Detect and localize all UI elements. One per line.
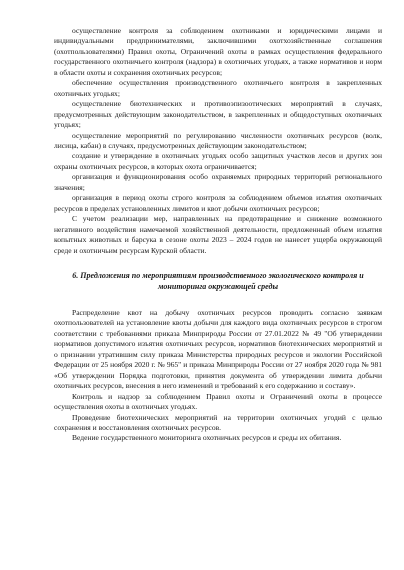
paragraph-quota-control: организация в период охоты строго контроля за соблюдением объемов изъятия охотничьих ресурсов в пределах установленных лимитов и квот добычи охотничьих ресурсов;: [54, 193, 382, 213]
paragraph-protected-areas: организация и функционирования особо охраняемых природных территорий регионального значения;: [54, 172, 382, 192]
paragraph-hunting-control: осуществление контроля за соблюдением охотниками и юридическими лицами и индивидуальными предпринимателями, заключившими охотхозяйственные соглашения (охотпользователями) Правил охоты, Ограничений охоты в рамках осуществления федерального государственного охотничьего контроля (надзора) в охотничьих угодьях, а также нормативов и норм в области охоты и сохранения охотничьих ресурсов;: [54, 26, 382, 77]
paragraph-state-monitoring: Ведение государственного мониторинга охотничьих ресурсов и среды их обитания.: [72, 433, 342, 443]
paragraph-biotechnical-measures: осуществление биотехнических и противоэпизоотических мероприятий в случаях, предусмотренных действующим законодательством, в закрепленных и общедоступных охотничьих угодьях;: [54, 99, 382, 130]
paragraph-protective-zones: создание и утверждение в охотничьих угодьях особо защитных участков лесов и других зон охраны охотничьих ресурсов, в которых охота ограничивается;: [54, 151, 382, 171]
paragraph-population-regulation: осуществление мероприятий по регулированию численности охотничьих ресурсов (волк, лисица, кабан) в случаях, предусмотренных действующим законодательством;: [54, 130, 382, 150]
paragraph-production-control: обеспечение осуществления производственного охотничьего контроля в закрепленных охотничьих угодьях;: [54, 78, 382, 98]
paragraph-impact-conclusion: С учетом реализации мер, направленных на предотвращение и снижение возможного негативного воздействия намечаемой хозяйственной деятельности, предложенный объем изъятия копытных животных и барсука в сезоне охоты 2023 – 2024 годов не нанесет ущерба окружающей среде и охотничьим ресурсам Курской области.: [54, 214, 382, 255]
paragraph-supervision: Контроль и надзор за соблюдением Правил охоты и Ограничений охоты в процессе осуществления охоты в охотничьих угодьях.: [54, 391, 382, 412]
section-heading: 6. Предложения по мероприятиям производственного экологического контроля и мониторинга окружающей среды: [72, 270, 364, 291]
document-body: [54, 26, 382, 444]
paragraph-quota-distribution: Распределение квот на добычу охотничьих ресурсов проводить согласно заявкам охотпользователей на установление квоты добычи для каждого вида охотничьих ресурсов в строгом соответствии с требованиями приказа Минприроды России от 27.01.2022 № 49 "Об утверждении нормативов допустимого изъятия охотничьих ресурсов, нормативов биотехнических мероприятий и о признании утратившим силу приказа Министерства природных ресурсов и экологии Российской Федерации от 25 ноября 2020 г. № 965" и приказа Минприроды России от 27 ноября 2020 года № 981 «Об утверждении Порядка подготовки, принятия документа об утверждении лимита добычи охотничьих ресурсов, внесения в него изменений и требований к его содержанию и составу».: [54, 307, 382, 391]
paragraph-biotechnical-activities: Проведение биотехнических мероприятий на территории охотничьих угодий с целью сохранения и восстановления охотничьих ресурсов.: [54, 412, 382, 432]
